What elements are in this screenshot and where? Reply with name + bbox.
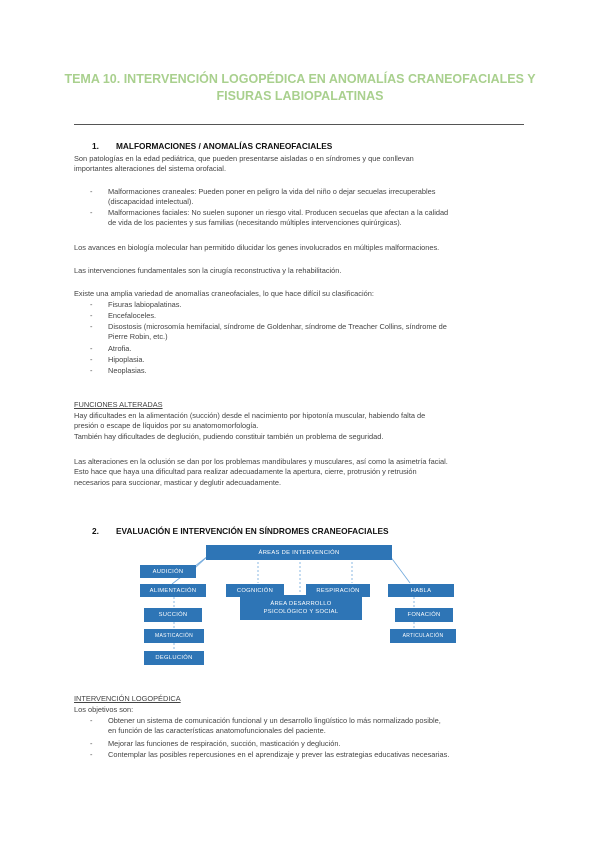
occlusion-line: Las alteraciones en la oclusión se dan por los problemas mandibulares y musculares, así como la asimetría facial. (74, 457, 448, 466)
section-2-title: EVALUACIÓN E INTERVENCIÓN EN SÍNDROMES CRANEOFACIALES (116, 526, 389, 536)
title-line-1: TEMA 10. INTERVENCIÓN LOGOPÉDICA EN ANOMALÍAS CRANEOFACIALES Y (64, 72, 536, 86)
area-line-2: PSICOLÓGICO Y SOCIAL (263, 608, 339, 615)
list-dash: - (90, 739, 93, 748)
list-item-line: Disostosis (microsomía hemifacial, síndrome de Goldenhar, síndrome de Treacher Collins, síndrome de (108, 322, 447, 331)
list-item-text: Mejorar las funciones de respiración, succión, masticación y deglución. (108, 739, 341, 748)
functions-line: También hay dificultades de deglución, pudiendo constituir también un problema de seguridad. (74, 431, 384, 441)
list-item-line: Pierre Robin, etc.) (108, 332, 168, 342)
functions-line: Hay dificultades en la alimentación (succión) desde el nacimiento por hipotonía muscular, habiendo falta de (74, 411, 426, 420)
diagram-cognicion-box: COGNICIÓN (226, 584, 284, 597)
functions-line: presión o escape de líquidos por su anatomomorfología. (74, 421, 259, 431)
list-dash: - (90, 750, 93, 759)
intro-line-2: importantes alteraciones del sistema orofacial. (74, 164, 226, 174)
diagram-area-desarrollo-box (240, 595, 362, 620)
list-item-text: Neoplasias. (108, 366, 147, 375)
section-1-number: 1. (92, 141, 99, 151)
list-item-text: Encefaloceles. (108, 311, 157, 320)
intervention-intro: Los objetivos son: (74, 705, 134, 714)
title-line-2: FISURAS LABIOPALATINAS (216, 89, 384, 103)
diagram-habla-box: HABLA (388, 584, 454, 597)
list-item-text: Contemplar las posibles repercusiones en el aprendizaje y prever las estrategias educativas necesarias. (108, 750, 450, 759)
diagram-alimentacion-box: ALIMENTACIÓN (140, 584, 206, 597)
section-2-number: 2. (92, 526, 99, 536)
list-item-line: Obtener un sistema de comunicación funcional y un desarrollo lingüístico lo más normalizado posible, (108, 716, 441, 725)
list-dash: - (90, 300, 93, 309)
section-1-title: MALFORMACIONES / ANOMALÍAS CRANEOFACIALES (116, 141, 333, 151)
diagram-fonacion-box: FONACIÓN (395, 608, 453, 622)
paragraph-interventions: Las intervenciones fundamentales son la cirugía reconstructiva y la rehabilitación. (74, 266, 342, 275)
intervention-heading: INTERVENCIÓN LOGOPÉDICA (74, 694, 181, 703)
diagram-root-box: ÁREAS DE INTERVENCIÓN (206, 545, 392, 560)
diagram-succion-box: SUCCIÓN (144, 608, 202, 622)
list-item-line: en función de las características anatomofuncionales del paciente. (108, 726, 326, 736)
list-item-text: Fisuras labiopalatinas. (108, 300, 182, 309)
list-item-line: de vida de los pacientes y sus familias (necesitando múltiples intervenciones quirúrgicas). (108, 218, 402, 228)
occlusion-line: Esto hace que haya una dificultad para realizar adecuadamente la apertura, cierre, protrusión y retrusión (74, 467, 417, 477)
list-item-text: Atrofia. (108, 344, 132, 353)
diagram-articulacion-box: ARTICULACIÓN (390, 629, 456, 643)
list-item-line: Malformaciones faciales: No suelen suponer un riesgo vital. Producen secuelas que afectan a la calidad (108, 208, 449, 217)
list-dash: - (90, 311, 93, 320)
paragraph-biology: Los avances en biología molecular han permitido dilucidar los genes involucrados en múltiples malformaciones. (74, 243, 440, 252)
area-line-1: ÁREA DESARROLLO (270, 600, 332, 607)
diagram-deglucion-box: DEGLUCIÓN (144, 651, 204, 665)
list-item-text: Hipoplasia. (108, 355, 145, 364)
list-dash: - (90, 344, 93, 353)
list-dash: - (90, 355, 93, 364)
intro-line-1: Son patologías en la edad pediátrica, que pueden presentarse aisladas o en síndromes y que conllevan (74, 154, 414, 163)
diagram-masticacion-box: MASTICACIÓN (144, 629, 204, 643)
list-dash: - (90, 187, 93, 196)
list-item-line: (discapacidad intelectual). (108, 197, 194, 207)
paragraph-variety: Existe una amplia variedad de anomalías craneofaciales, lo que hace difícil su clasificación: (74, 289, 374, 298)
functions-heading: FUNCIONES ALTERADAS (74, 400, 163, 409)
diagram-respiracion-box: RESPIRACIÓN (306, 584, 370, 597)
occlusion-line: necesarios para succionar, masticar y deglutir adecuadamente. (74, 477, 282, 487)
list-dash: - (90, 322, 93, 331)
list-item-line: Malformaciones craneales: Pueden poner en peligro la vida del niño o dejar secuelas irrecuperables (108, 187, 436, 196)
list-dash: - (90, 366, 93, 375)
connector-root-habla (390, 556, 410, 583)
list-dash: - (90, 716, 93, 725)
diagram-audicion-box: AUDICIÓN (140, 565, 196, 578)
list-dash: - (90, 208, 93, 217)
